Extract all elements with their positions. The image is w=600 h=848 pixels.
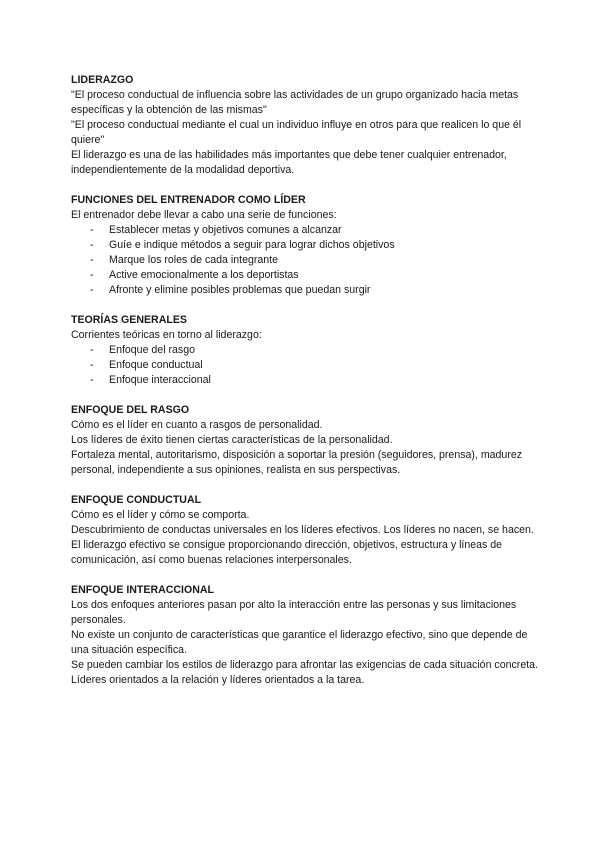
paragraph: Los dos enfoques anteriores pasan por alto la interacción entre las personas y sus limitaciones personales. <box>71 599 517 626</box>
list-item: - Marque los roles de cada integrante <box>71 253 541 268</box>
section-title: TEORÍAS GENERALES <box>71 314 187 326</box>
paragraph: Fortaleza mental, autoritarismo, disposición a soportar la presión (seguidores, prensa), madurez personal, independiente a sus opiniones, realista en sus perspectivas. <box>71 449 523 476</box>
list-item: - Enfoque interaccional <box>71 373 541 388</box>
list-item: - Enfoque conductual <box>71 358 541 373</box>
list-item: - Afronte y elimine posibles problemas que puedan surgir <box>71 283 541 298</box>
dash-list <box>71 343 541 388</box>
section-rasgo <box>71 403 541 478</box>
section-teorias <box>71 313 541 388</box>
list-item: - Active emocionalmente a los deportistas <box>71 268 541 283</box>
list-item: - Guíe e indique métodos a seguir para lograr dichos objetivos <box>71 238 541 253</box>
section-title: FUNCIONES DEL ENTRENADOR COMO LÍDER <box>71 194 306 206</box>
paragraph: Cómo es el líder y cómo se comporta. <box>71 509 250 521</box>
paragraph: Se pueden cambiar los estilos de liderazgo para afrontar las exigencias de cada situación concreta. Líderes orientados a la relación y líderes orientados a la tarea. <box>71 659 538 686</box>
list-item: - Enfoque del rasgo <box>71 343 541 358</box>
section-title: LIDERAZGO <box>71 74 134 86</box>
section-intro: Corrientes teóricas en torno al liderazgo: <box>71 329 262 341</box>
section-interaccional <box>71 583 541 688</box>
paragraph: No existe un conjunto de características que garantice el liderazgo efectivo, sino que depende de una situación específica. <box>71 629 528 656</box>
paragraph: El liderazgo es una de las habilidades más importantes que debe tener cualquier entrenador, independientemente de la modalidad deportiva. <box>71 149 507 176</box>
section-title: ENFOQUE CONDUCTUAL <box>71 494 202 506</box>
document-content <box>71 73 541 703</box>
section-intro: El entrenador debe llevar a cabo una serie de funciones: <box>71 209 337 221</box>
section-title: ENFOQUE DEL RASGO <box>71 404 190 416</box>
section-liderazgo <box>71 73 541 178</box>
section-funciones <box>71 193 541 298</box>
paragraph: El liderazgo efectivo se consigue proporcionando dirección, objetivos, estructura y líneas de comunicación, así como buenas relaciones interpersonales. <box>71 539 503 566</box>
paragraph: "El proceso conductual mediante el cual un individuo influye en otros para que realicen lo que él quiere" <box>71 119 522 146</box>
section-title: ENFOQUE INTERACCIONAL <box>71 584 215 596</box>
paragraph: "El proceso conductual de influencia sobre las actividades de un grupo organizado hacia metas específicas y la obtención de las mismas" <box>71 89 519 116</box>
paragraph: Cómo es el líder en cuanto a rasgos de personalidad. <box>71 419 323 431</box>
paragraph: Los líderes de éxito tienen ciertas características de la personalidad. <box>71 434 393 446</box>
section-conductual <box>71 493 541 568</box>
dash-list <box>71 223 541 298</box>
list-item: - Establecer metas y objetivos comunes a alcanzar <box>71 223 541 238</box>
paragraph: Descubrimiento de conductas universales en los líderes efectivos. Los líderes no nacen, se hacen. <box>71 524 534 536</box>
